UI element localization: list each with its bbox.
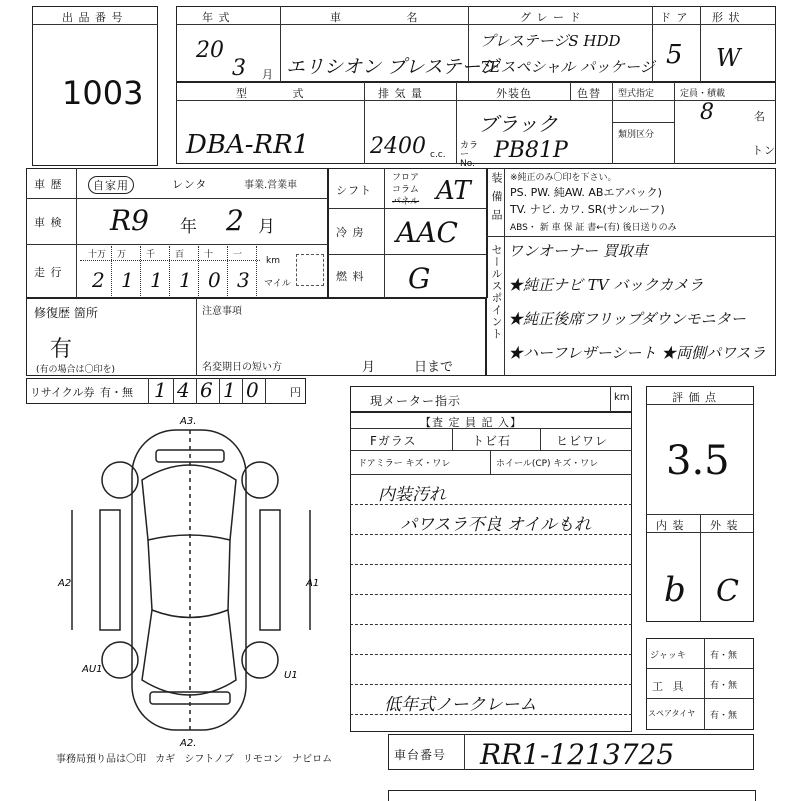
mark-a1: A1: [306, 578, 320, 589]
odo-digit-label: 万: [117, 250, 127, 260]
vehicle-label: 車 名: [330, 11, 419, 24]
car-diagram: [60, 410, 330, 750]
inspection-era: R9: [110, 204, 149, 237]
shape-value: W: [716, 44, 741, 72]
color-value: ブラック: [478, 112, 558, 136]
color-change-label: 色替: [577, 87, 601, 100]
interior-value: b: [664, 570, 686, 610]
recycle-digit: 6: [200, 378, 213, 402]
lot-label: 出 品 番 号: [62, 11, 124, 24]
displacement-value: 2400: [370, 134, 426, 159]
mark-a3: A3.: [180, 416, 197, 427]
exterior-value: C: [716, 574, 739, 609]
vehicle-name: エリシオン プレステージ: [286, 56, 499, 78]
interior-label: 内 装: [656, 519, 685, 532]
stone-label: トビ石: [472, 434, 512, 448]
recycle-label: リサイクル券: [30, 386, 95, 399]
sales-point: ワンオーナー 買取車: [508, 242, 648, 260]
spare-opt: 有・無: [710, 711, 738, 721]
shift-value: AT: [436, 176, 471, 206]
mile-box: [296, 254, 324, 286]
history-business: 事業.営業車: [244, 180, 298, 191]
capacity-label: 定員・積載: [680, 89, 726, 99]
recycle-digit: 1: [223, 378, 236, 402]
equipment-note: ※純正のみ〇印を下さい。: [510, 173, 617, 183]
equipment-line3: ABS・ 新 車 保 証 書←(有) 後日送りのみ: [510, 223, 677, 233]
displacement-label: 排 気 量: [378, 87, 423, 100]
sales-points-label: セールスポイント: [490, 244, 503, 340]
mark-au1: AU1: [82, 664, 103, 675]
sales-point: ★純正後席フリップダウンモニター: [508, 310, 746, 328]
ac-value: AAC: [396, 216, 458, 249]
shift-panel: パネル: [392, 197, 420, 207]
jack-opt: 有・無: [710, 651, 738, 661]
score-label: 評 価 点: [672, 391, 717, 404]
ac-label: 冷 房: [336, 226, 365, 239]
score-value: 3.5: [666, 438, 730, 484]
spare-label: スペアタイヤ: [648, 709, 696, 718]
odo-digit: 0: [208, 268, 221, 292]
mileage-label: 走 行: [34, 266, 63, 279]
fuel-label: 燃 料: [336, 270, 365, 283]
shape-label: 形 状: [712, 11, 741, 24]
odo-digit: 3: [237, 268, 250, 292]
history-private: 自家用: [88, 176, 134, 194]
odo-digit-label: 千: [146, 250, 156, 260]
history-label: 車 歴: [34, 178, 63, 191]
month-value: 3: [232, 56, 246, 81]
office-items: 事務局預り品は〇印 カギ シフトノブ リモコン ナビロム: [56, 754, 333, 765]
equipment-label: 装 備 品: [490, 172, 503, 222]
recycle-digit: 0: [246, 378, 259, 402]
color-no-caption: カラー No.: [460, 141, 479, 169]
inspection-label: 車 検: [34, 216, 63, 229]
mileage-mile: マイル: [264, 279, 291, 289]
mark-a2-rear: A2.: [180, 738, 197, 749]
notes-month-unit: 月: [362, 360, 377, 375]
notes-day-unit: 日まで: [414, 360, 454, 375]
meter-unit: km: [614, 392, 630, 403]
inspector-note: パワスラ不良 オイルもれ: [400, 515, 592, 535]
odo-digit: 1: [121, 268, 134, 292]
grade-label: グ レ ー ド: [520, 11, 582, 24]
tool-opt: 有・無: [710, 681, 738, 691]
mirror-label: ドアミラー キズ・ワレ: [358, 459, 451, 469]
inspector-note: 内装汚れ: [378, 485, 446, 505]
fuel-value: G: [408, 262, 431, 295]
repair-hint: (有の場合は〇印を): [36, 365, 116, 375]
equipment-line2: TV. ナビ. カワ. SR(サンルーフ): [510, 203, 665, 216]
model-label: 型 式: [236, 87, 305, 100]
doors-value: 5: [666, 40, 683, 70]
glass-label: Fガラス: [370, 434, 417, 448]
capacity-value: 8: [700, 100, 714, 125]
chassis-value: RR1-1213725: [480, 738, 675, 771]
odo-digit: 1: [179, 268, 192, 292]
inspector-title: 【査 定 員 記 入】: [420, 416, 522, 429]
odo-digit-label: 一: [233, 250, 243, 260]
month-unit: 月: [262, 68, 274, 81]
door-label: ド ア: [660, 11, 689, 24]
inspector-note: 低年式ノークレーム: [384, 695, 537, 715]
grade-line1: プレステージS HDD: [480, 32, 621, 50]
equipment-line1: PS. PW. 純AW. ABエアバック): [510, 186, 662, 199]
ton-unit: トン: [752, 144, 776, 157]
shift-floor: フロア: [392, 173, 420, 183]
mark-u1: U1: [284, 670, 298, 681]
year-value: 20: [196, 38, 224, 63]
sales-point: ★ハーフレザーシート ★両側パワスラ: [508, 344, 766, 362]
exterior-label: 外 装: [710, 519, 739, 532]
repair-value: 有: [50, 337, 73, 362]
wheel-label: ホイール(CP) キズ・ワレ: [496, 459, 599, 469]
inspection-year-unit: 年: [180, 217, 198, 237]
recycle-opt: 有・無: [100, 386, 133, 399]
notes-label: 注意事項: [202, 306, 242, 317]
shift-column: コラム: [392, 185, 419, 195]
inspection-month: 2: [226, 204, 244, 237]
recycle-digit: 4: [177, 378, 190, 402]
jack-label: ジャッキ: [650, 651, 686, 661]
sales-point: ★純正ナビ TV バックカメラ: [508, 276, 704, 294]
type-designation-label: 型式指定: [618, 89, 655, 99]
tool-label: 工 具: [652, 680, 687, 693]
odo-digit-label: 百: [175, 250, 185, 260]
mileage-km: km: [266, 256, 280, 266]
recycle-yen: 円: [290, 386, 302, 399]
notes-short-label: 名変期日の短い方: [202, 362, 282, 373]
chassis-label: 車台番号: [394, 748, 447, 762]
model-value: DBA-RR1: [186, 130, 310, 160]
crack-label: ヒビワレ: [556, 434, 609, 448]
shift-label: シフト: [336, 184, 372, 197]
color-no-value: PB81P: [494, 138, 568, 163]
odo-digit-label: 十: [204, 250, 214, 260]
exterior-label: 外装色: [496, 87, 532, 100]
odo-digit-label: 十万: [88, 250, 107, 260]
repair-label: 修復歴 箇所: [34, 306, 98, 320]
meter-label: 現メーター指示: [370, 394, 462, 408]
cc-unit: c.c.: [430, 150, 446, 160]
history-rental: レンタ: [172, 178, 208, 191]
recycle-digit: 1: [154, 378, 167, 402]
odo-digit: 2: [92, 268, 105, 292]
next-sheet-edge: [388, 790, 756, 801]
mark-a2: A2: [58, 578, 72, 589]
capacity-unit: 名: [754, 110, 766, 123]
grade-line2: 7Eスペシャル パッケージ: [480, 58, 655, 76]
lot-number: 1003: [62, 74, 144, 112]
year-label: 年 式: [202, 11, 231, 24]
inspection-month-unit: 月: [258, 217, 276, 237]
odo-digit: 1: [150, 268, 163, 292]
category-label: 類別区分: [618, 130, 655, 140]
